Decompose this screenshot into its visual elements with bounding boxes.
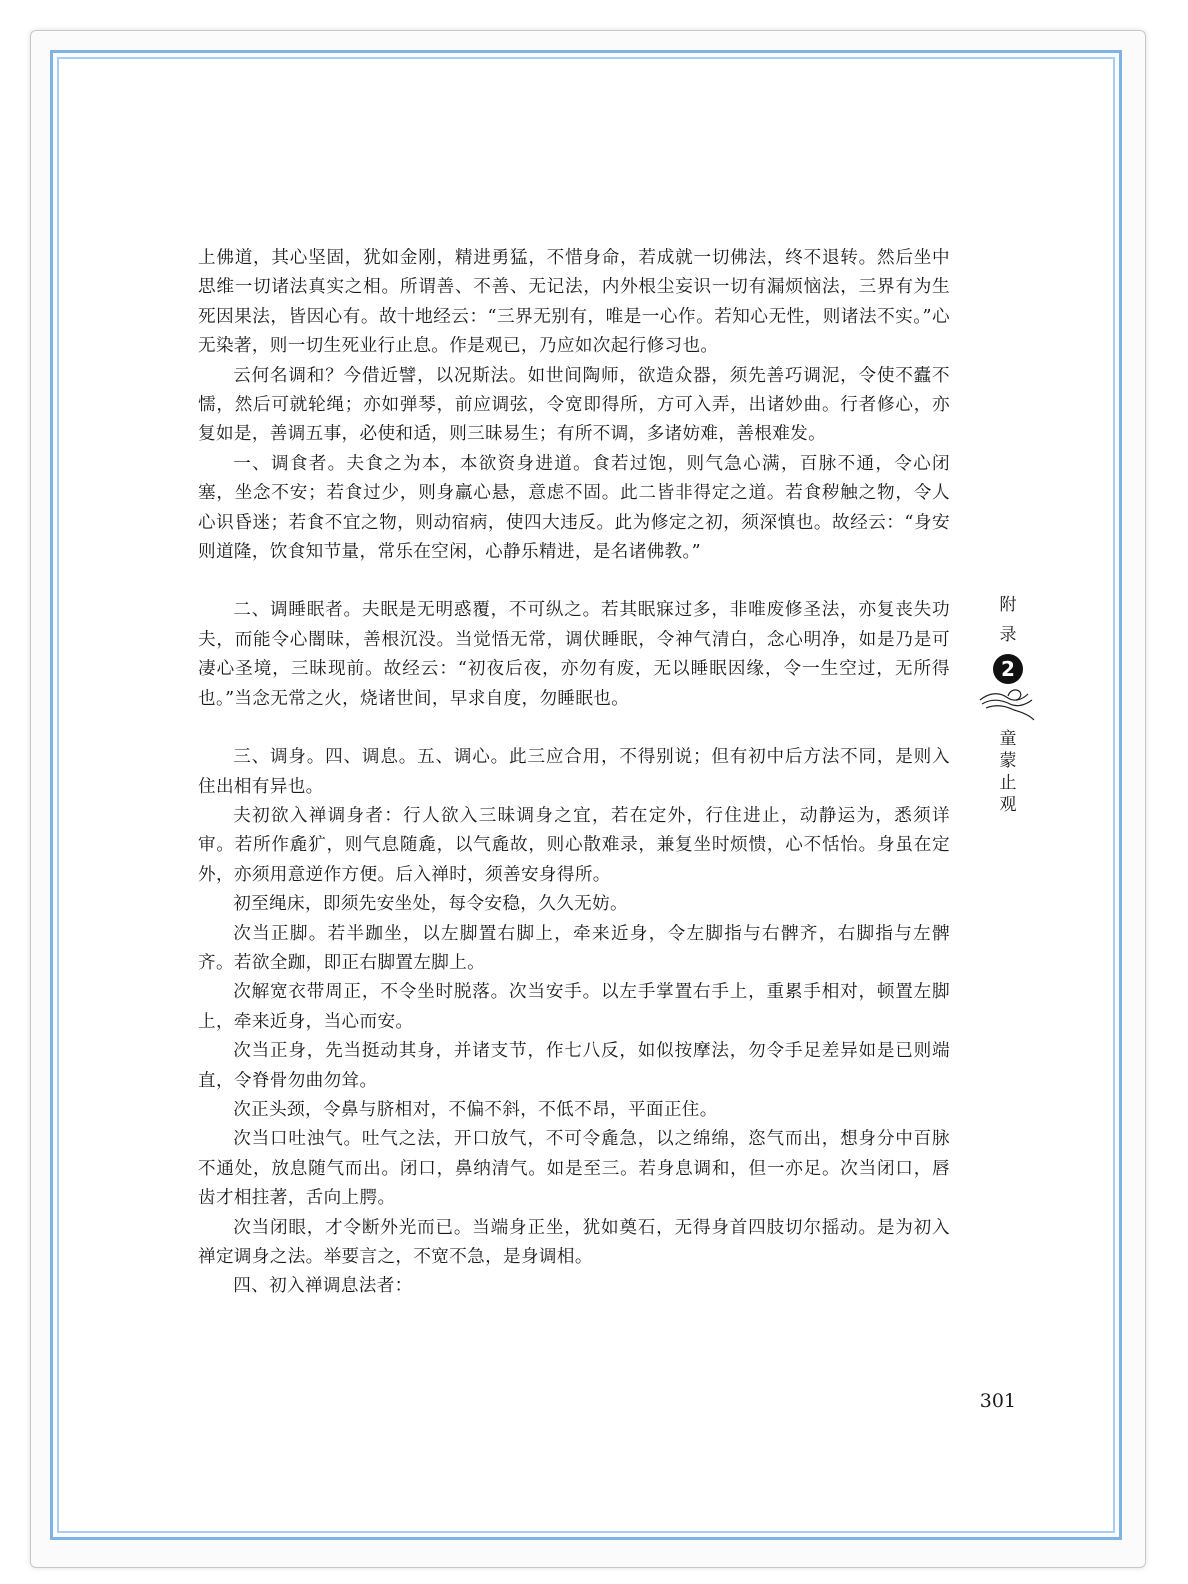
paragraph: 次当闭眼，才令断外光而已。当端身正坐，犹如奠石，无得身首四肢切尔摇动。是为初入禅定调身之法。举要言之，不宽不急，是身调相。 xyxy=(198,1217,950,1267)
appendix-number-badge: 2 xyxy=(993,654,1023,684)
paragraph: 云何名调和？今借近譬，以况斯法。如世间陶师，欲造众器，须先善巧调泥，令使不蠹不懦，然后可就轮绳；亦如弹琴，前应调弦，令宽即得所，方可入弄，出诸妙曲。行者修心，亦复如是，善调五事，必使和适，则三昧易生；有所不调，多诸妨难，善根难发。 xyxy=(198,365,950,445)
side-title-char: 蒙 xyxy=(999,751,1017,771)
side-title-char: 止 xyxy=(999,773,1017,793)
paragraph: 次当正身，先当挺动其身，并诸支节，作七八反，如似按摩法，勿令手足差异如是已则端直，令脊骨勿曲勿耸。 xyxy=(198,1041,950,1091)
paragraph: 二、调睡眠者。夫眠是无明惑覆，不可纵之。若其眠寐过多，非唯废修圣法，亦复丧失功夫，而能令心闇昧，善根沉没。当觉悟无常，调伏睡眠，令神气清白，念心明净，如是乃是可凄心圣境，三昧现前。故经云：“初夜后夜，亦勿有废，无以睡眠因缘，令一生空过，无所得也。”当念无常之火，烧诸世间，早求自度，勿睡眠也。 xyxy=(198,600,950,709)
paragraph: 上佛道，其心坚固，犹如金刚，精进勇猛，不惜身命，若成就一切佛法，终不退转。然后坐中思维一切诸法真实之相。所谓善、不善、无记法，内外根尘妄识一切有漏烦恼法，三界有为生死因果法，皆因心有。故十地经云：“三界无别有，唯是一心作。若知心无性，则诸法不实。”心无染著，则一切生死业行止息。作是观已，乃应如次起行修习也。 xyxy=(198,248,950,357)
lotus-hand-icon xyxy=(978,686,1038,722)
paragraph: 三、调身。四、调息。五、调心。此三应合用，不得别说；但有初中后方法不同，是则入住出相有异也。 xyxy=(198,747,950,797)
paragraph: 次当正脚。若半跏坐，以左脚置右脚上，牵来近身，令左脚指与右髀齐，右脚指与左髀齐。若欲全跏，即正右脚置左脚上。 xyxy=(198,923,950,973)
paragraph: 初至绳床，即须先安坐处，每令安稳，久久无妨。 xyxy=(233,894,628,915)
paragraph: 一、调食者。夫食之为本，本欲资身进道。食若过饱，则气急心满，百脉不通，令心闭塞，坐念不安；若食过少，则身羸心悬，意虑不固。此二皆非得定之道。若食秽触之物，令人心识昏迷；若食不宜之物，则动宿病，使四大违反。此为修定之初，须深慎也。故经云：“身安则道隆，饮食知节量，常乐在空闲，心静乐精进，是名诸佛教。” xyxy=(198,453,950,563)
paragraph-gap xyxy=(198,714,950,743)
paragraph-gap xyxy=(198,567,950,596)
side-label xyxy=(982,590,1034,816)
side-title xyxy=(982,728,1034,816)
body-text xyxy=(198,244,950,1302)
paragraph: 次正头颈，令鼻与脐相对，不偏不斜，不低不昂，平面正住。 xyxy=(233,1099,718,1120)
paragraph: 夫初欲入禅调身者：行人欲入三昧调身之宜，若在定外，行住进止，动静运为，悉须详审。若所作麁犷，则气息随麁，以气麁故，则心散难录，兼复坐时烦愦，心不恬怡。身虽在定外，亦须用意逆作方便。后入禅时，须善安身得所。 xyxy=(198,805,950,885)
page-number: 301 xyxy=(979,1390,1016,1412)
side-title-char: 观 xyxy=(999,795,1017,815)
paragraph: 次解宽衣带周正，不令坐时脱落。次当安手。以左手掌置右手上，重累手相对，顿置左脚上，牵来近身，当心而安。 xyxy=(198,982,950,1032)
side-label-char: 录 xyxy=(999,625,1017,645)
side-title-char: 童 xyxy=(999,729,1017,749)
side-label-char: 附 xyxy=(999,595,1017,615)
paragraph: 次当口吐浊气。吐气之法，开口放气，不可令麁急，以之绵绵，恣气而出，想身分中百脉不通处，放息随气而出。闭口，鼻纳清气。如是至三。若身息调和，但一亦足。次当闭口，唇齿才相拄著，舌向上腭。 xyxy=(198,1129,950,1209)
paragraph: 四、初入禅调息法者： xyxy=(233,1276,413,1297)
